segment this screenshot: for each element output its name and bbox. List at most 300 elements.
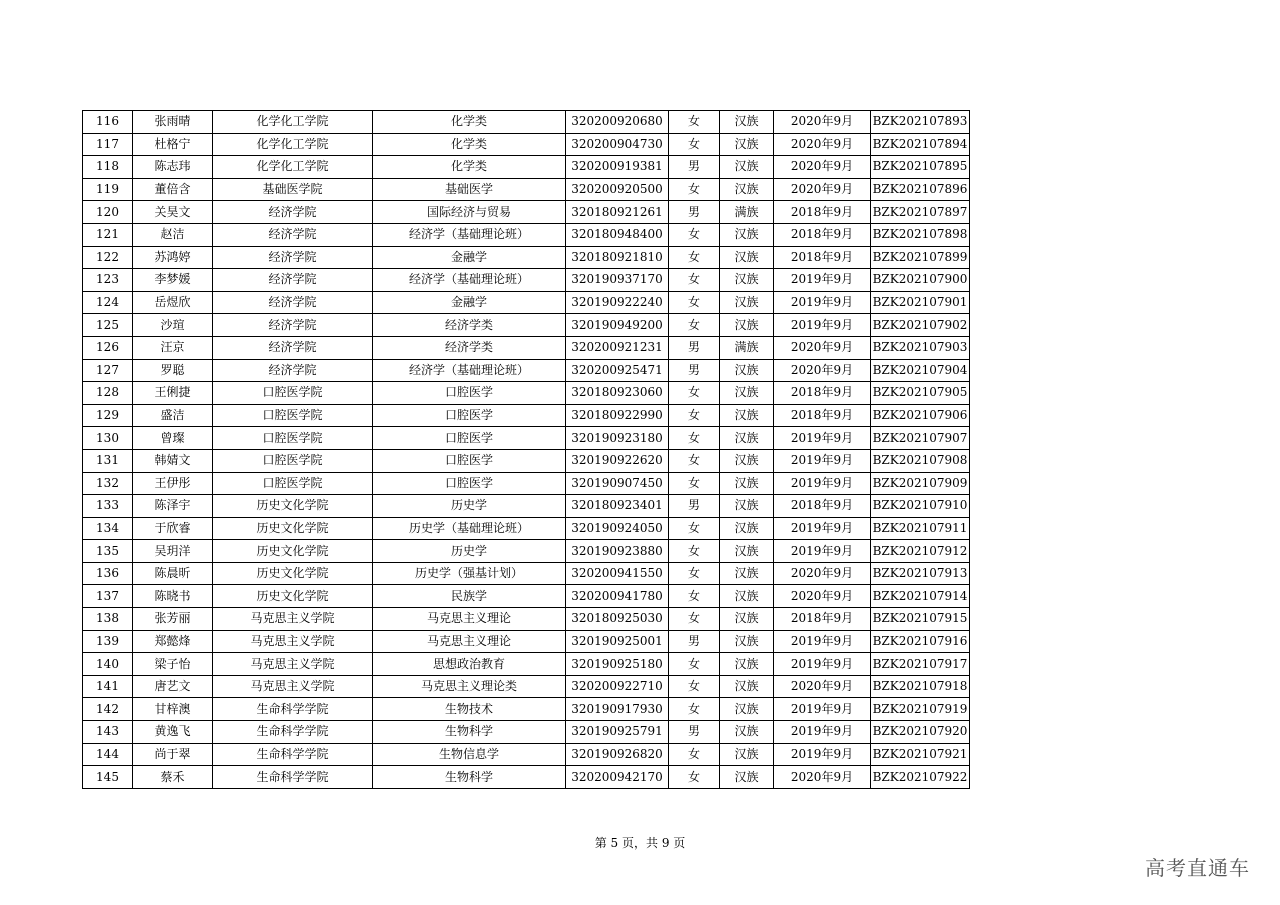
table-row bbox=[83, 223, 970, 246]
cell-enrollment: 2019年9月 bbox=[774, 653, 871, 676]
cell-enrollment: 2019年9月 bbox=[774, 540, 871, 563]
cell-name: 汪京 bbox=[133, 336, 213, 359]
cell-certificate-id: BZK202107912 bbox=[871, 540, 970, 563]
cell-certificate-id: BZK202107908 bbox=[871, 449, 970, 472]
cell-gender: 女 bbox=[669, 133, 720, 156]
cell-major: 马克思主义理论类 bbox=[373, 675, 566, 698]
cell-index: 144 bbox=[83, 743, 133, 766]
watermark-logo: 高考直通车 bbox=[1145, 856, 1250, 880]
table-row bbox=[83, 156, 970, 179]
cell-student-id: 320200922710 bbox=[566, 675, 669, 698]
cell-student-id: 320190923880 bbox=[566, 540, 669, 563]
cell-major: 金融学 bbox=[373, 246, 566, 269]
cell-enrollment: 2019年9月 bbox=[774, 743, 871, 766]
table-row bbox=[83, 269, 970, 292]
cell-certificate-id: BZK202107898 bbox=[871, 223, 970, 246]
table-row bbox=[83, 585, 970, 608]
cell-student-id: 320180925030 bbox=[566, 608, 669, 631]
cell-ethnicity: 汉族 bbox=[720, 223, 774, 246]
cell-gender: 女 bbox=[669, 698, 720, 721]
table-row bbox=[83, 517, 970, 540]
cell-name: 杜格宁 bbox=[133, 133, 213, 156]
cell-gender: 男 bbox=[669, 721, 720, 744]
cell-enrollment: 2019年9月 bbox=[774, 698, 871, 721]
table-row bbox=[83, 246, 970, 269]
cell-certificate-id: BZK202107903 bbox=[871, 336, 970, 359]
cell-major: 生物科学 bbox=[373, 721, 566, 744]
cell-gender: 女 bbox=[669, 449, 720, 472]
cell-student-id: 320190926820 bbox=[566, 743, 669, 766]
table-row bbox=[83, 562, 970, 585]
cell-certificate-id: BZK202107895 bbox=[871, 156, 970, 179]
cell-certificate-id: BZK202107907 bbox=[871, 427, 970, 450]
cell-college: 化学化工学院 bbox=[213, 133, 373, 156]
cell-certificate-id: BZK202107919 bbox=[871, 698, 970, 721]
cell-index: 135 bbox=[83, 540, 133, 563]
cell-student-id: 320190925791 bbox=[566, 721, 669, 744]
cell-name: 蔡禾 bbox=[133, 766, 213, 789]
cell-college: 口腔医学院 bbox=[213, 404, 373, 427]
table-row bbox=[83, 698, 970, 721]
cell-ethnicity: 满族 bbox=[720, 201, 774, 224]
cell-college: 化学化工学院 bbox=[213, 156, 373, 179]
cell-index: 118 bbox=[83, 156, 133, 179]
cell-ethnicity: 汉族 bbox=[720, 449, 774, 472]
cell-name: 沙瑄 bbox=[133, 314, 213, 337]
cell-major: 生物科学 bbox=[373, 766, 566, 789]
cell-student-id: 320190907450 bbox=[566, 472, 669, 495]
cell-enrollment: 2018年9月 bbox=[774, 382, 871, 405]
cell-enrollment: 2018年9月 bbox=[774, 404, 871, 427]
cell-college: 历史文化学院 bbox=[213, 562, 373, 585]
cell-ethnicity: 汉族 bbox=[720, 178, 774, 201]
cell-name: 罗聪 bbox=[133, 359, 213, 382]
cell-major: 思想政治教育 bbox=[373, 653, 566, 676]
cell-student-id: 320180923401 bbox=[566, 495, 669, 518]
cell-name: 郑懿烽 bbox=[133, 630, 213, 653]
cell-student-id: 320190917930 bbox=[566, 698, 669, 721]
cell-college: 马克思主义学院 bbox=[213, 608, 373, 631]
cell-certificate-id: BZK202107915 bbox=[871, 608, 970, 631]
cell-certificate-id: BZK202107918 bbox=[871, 675, 970, 698]
cell-student-id: 320180923060 bbox=[566, 382, 669, 405]
cell-index: 121 bbox=[83, 223, 133, 246]
cell-student-id: 320180948400 bbox=[566, 223, 669, 246]
cell-index: 124 bbox=[83, 291, 133, 314]
cell-enrollment: 2018年9月 bbox=[774, 608, 871, 631]
cell-college: 生命科学学院 bbox=[213, 721, 373, 744]
cell-student-id: 320200925471 bbox=[566, 359, 669, 382]
cell-gender: 女 bbox=[669, 608, 720, 631]
cell-college: 经济学院 bbox=[213, 201, 373, 224]
cell-major: 基础医学 bbox=[373, 178, 566, 201]
cell-index: 127 bbox=[83, 359, 133, 382]
cell-index: 142 bbox=[83, 698, 133, 721]
cell-student-id: 320200941780 bbox=[566, 585, 669, 608]
cell-certificate-id: BZK202107901 bbox=[871, 291, 970, 314]
cell-ethnicity: 汉族 bbox=[720, 246, 774, 269]
table-row bbox=[83, 336, 970, 359]
cell-major: 经济学（基础理论班） bbox=[373, 269, 566, 292]
cell-college: 马克思主义学院 bbox=[213, 653, 373, 676]
cell-ethnicity: 汉族 bbox=[720, 517, 774, 540]
cell-name: 张芳丽 bbox=[133, 608, 213, 631]
cell-college: 经济学院 bbox=[213, 336, 373, 359]
cell-name: 岳煜欣 bbox=[133, 291, 213, 314]
cell-certificate-id: BZK202107893 bbox=[871, 111, 970, 134]
cell-ethnicity: 汉族 bbox=[720, 630, 774, 653]
cell-student-id: 320190924050 bbox=[566, 517, 669, 540]
cell-ethnicity: 汉族 bbox=[720, 291, 774, 314]
cell-ethnicity: 汉族 bbox=[720, 562, 774, 585]
cell-enrollment: 2020年9月 bbox=[774, 133, 871, 156]
page-number: 第 5 页，共 9 页 bbox=[594, 836, 686, 850]
cell-gender: 男 bbox=[669, 359, 720, 382]
cell-name: 韩婧文 bbox=[133, 449, 213, 472]
cell-college: 经济学院 bbox=[213, 359, 373, 382]
cell-college: 生命科学学院 bbox=[213, 698, 373, 721]
cell-major: 经济学（基础理论班） bbox=[373, 223, 566, 246]
table-row bbox=[83, 653, 970, 676]
cell-index: 120 bbox=[83, 201, 133, 224]
cell-gender: 女 bbox=[669, 382, 720, 405]
cell-index: 136 bbox=[83, 562, 133, 585]
cell-college: 经济学院 bbox=[213, 246, 373, 269]
cell-enrollment: 2019年9月 bbox=[774, 314, 871, 337]
table-row bbox=[83, 743, 970, 766]
table-row bbox=[83, 359, 970, 382]
table-row bbox=[83, 449, 970, 472]
cell-name: 梁子怡 bbox=[133, 653, 213, 676]
cell-index: 131 bbox=[83, 449, 133, 472]
cell-college: 历史文化学院 bbox=[213, 517, 373, 540]
cell-major: 生物信息学 bbox=[373, 743, 566, 766]
cell-ethnicity: 汉族 bbox=[720, 495, 774, 518]
cell-college: 经济学院 bbox=[213, 223, 373, 246]
cell-enrollment: 2018年9月 bbox=[774, 495, 871, 518]
table-row bbox=[83, 111, 970, 134]
cell-index: 137 bbox=[83, 585, 133, 608]
cell-gender: 女 bbox=[669, 404, 720, 427]
cell-major: 生物技术 bbox=[373, 698, 566, 721]
cell-major: 经济学类 bbox=[373, 336, 566, 359]
cell-certificate-id: BZK202107921 bbox=[871, 743, 970, 766]
cell-gender: 女 bbox=[669, 314, 720, 337]
cell-gender: 男 bbox=[669, 201, 720, 224]
cell-index: 122 bbox=[83, 246, 133, 269]
cell-gender: 女 bbox=[669, 291, 720, 314]
table-row bbox=[83, 540, 970, 563]
cell-major: 历史学 bbox=[373, 540, 566, 563]
cell-enrollment: 2020年9月 bbox=[774, 336, 871, 359]
cell-gender: 男 bbox=[669, 336, 720, 359]
cell-index: 116 bbox=[83, 111, 133, 134]
cell-major: 历史学（基础理论班） bbox=[373, 517, 566, 540]
cell-student-id: 320190937170 bbox=[566, 269, 669, 292]
cell-student-id: 320190925180 bbox=[566, 653, 669, 676]
cell-gender: 女 bbox=[669, 585, 720, 608]
cell-enrollment: 2020年9月 bbox=[774, 675, 871, 698]
table-row bbox=[83, 291, 970, 314]
cell-enrollment: 2020年9月 bbox=[774, 766, 871, 789]
cell-enrollment: 2020年9月 bbox=[774, 111, 871, 134]
cell-ethnicity: 汉族 bbox=[720, 540, 774, 563]
cell-college: 经济学院 bbox=[213, 314, 373, 337]
cell-gender: 女 bbox=[669, 111, 720, 134]
cell-index: 129 bbox=[83, 404, 133, 427]
cell-certificate-id: BZK202107920 bbox=[871, 721, 970, 744]
cell-ethnicity: 汉族 bbox=[720, 156, 774, 179]
cell-ethnicity: 汉族 bbox=[720, 382, 774, 405]
cell-index: 126 bbox=[83, 336, 133, 359]
cell-certificate-id: BZK202107917 bbox=[871, 653, 970, 676]
cell-student-id: 320180921261 bbox=[566, 201, 669, 224]
cell-certificate-id: BZK202107922 bbox=[871, 766, 970, 789]
cell-enrollment: 2019年9月 bbox=[774, 449, 871, 472]
cell-student-id: 320190922620 bbox=[566, 449, 669, 472]
cell-ethnicity: 汉族 bbox=[720, 404, 774, 427]
cell-index: 138 bbox=[83, 608, 133, 631]
cell-ethnicity: 汉族 bbox=[720, 314, 774, 337]
cell-enrollment: 2020年9月 bbox=[774, 562, 871, 585]
cell-major: 历史学 bbox=[373, 495, 566, 518]
table-row bbox=[83, 608, 970, 631]
cell-major: 经济学（基础理论班） bbox=[373, 359, 566, 382]
cell-name: 苏鸿婷 bbox=[133, 246, 213, 269]
cell-enrollment: 2019年9月 bbox=[774, 517, 871, 540]
cell-major: 国际经济与贸易 bbox=[373, 201, 566, 224]
cell-gender: 女 bbox=[669, 269, 720, 292]
cell-index: 141 bbox=[83, 675, 133, 698]
cell-ethnicity: 汉族 bbox=[720, 721, 774, 744]
cell-gender: 女 bbox=[669, 223, 720, 246]
cell-index: 145 bbox=[83, 766, 133, 789]
cell-index: 139 bbox=[83, 630, 133, 653]
cell-student-id: 320200904730 bbox=[566, 133, 669, 156]
table-row bbox=[83, 314, 970, 337]
cell-major: 金融学 bbox=[373, 291, 566, 314]
cell-name: 张雨晴 bbox=[133, 111, 213, 134]
cell-gender: 女 bbox=[669, 743, 720, 766]
cell-student-id: 320200921231 bbox=[566, 336, 669, 359]
cell-college: 马克思主义学院 bbox=[213, 630, 373, 653]
student-table-container bbox=[82, 110, 970, 789]
cell-certificate-id: BZK202107911 bbox=[871, 517, 970, 540]
table-row bbox=[83, 766, 970, 789]
cell-enrollment: 2019年9月 bbox=[774, 472, 871, 495]
cell-ethnicity: 汉族 bbox=[720, 608, 774, 631]
cell-major: 化学类 bbox=[373, 156, 566, 179]
cell-name: 陈泽宇 bbox=[133, 495, 213, 518]
cell-gender: 女 bbox=[669, 653, 720, 676]
cell-student-id: 320200920680 bbox=[566, 111, 669, 134]
cell-ethnicity: 汉族 bbox=[720, 653, 774, 676]
cell-gender: 女 bbox=[669, 675, 720, 698]
cell-index: 119 bbox=[83, 178, 133, 201]
cell-enrollment: 2020年9月 bbox=[774, 178, 871, 201]
cell-gender: 男 bbox=[669, 630, 720, 653]
cell-college: 历史文化学院 bbox=[213, 585, 373, 608]
cell-college: 口腔医学院 bbox=[213, 472, 373, 495]
cell-ethnicity: 汉族 bbox=[720, 698, 774, 721]
cell-name: 甘梓澳 bbox=[133, 698, 213, 721]
cell-gender: 女 bbox=[669, 472, 720, 495]
cell-major: 历史学（强基计划） bbox=[373, 562, 566, 585]
cell-student-id: 320180921810 bbox=[566, 246, 669, 269]
cell-college: 基础医学院 bbox=[213, 178, 373, 201]
cell-index: 125 bbox=[83, 314, 133, 337]
cell-certificate-id: BZK202107899 bbox=[871, 246, 970, 269]
cell-gender: 女 bbox=[669, 517, 720, 540]
cell-student-id: 320180922990 bbox=[566, 404, 669, 427]
table-body bbox=[83, 111, 970, 789]
cell-enrollment: 2019年9月 bbox=[774, 269, 871, 292]
table-row bbox=[83, 178, 970, 201]
cell-certificate-id: BZK202107909 bbox=[871, 472, 970, 495]
cell-index: 117 bbox=[83, 133, 133, 156]
cell-name: 王伊彤 bbox=[133, 472, 213, 495]
cell-name: 陈晓书 bbox=[133, 585, 213, 608]
cell-ethnicity: 汉族 bbox=[720, 133, 774, 156]
table-row bbox=[83, 382, 970, 405]
cell-name: 陈晨昕 bbox=[133, 562, 213, 585]
cell-ethnicity: 汉族 bbox=[720, 269, 774, 292]
cell-name: 李梦媛 bbox=[133, 269, 213, 292]
cell-college: 经济学院 bbox=[213, 269, 373, 292]
cell-certificate-id: BZK202107897 bbox=[871, 201, 970, 224]
cell-name: 黄逸飞 bbox=[133, 721, 213, 744]
cell-ethnicity: 汉族 bbox=[720, 111, 774, 134]
cell-certificate-id: BZK202107904 bbox=[871, 359, 970, 382]
cell-college: 口腔医学院 bbox=[213, 427, 373, 450]
cell-certificate-id: BZK202107894 bbox=[871, 133, 970, 156]
cell-name: 王俐捷 bbox=[133, 382, 213, 405]
cell-major: 马克思主义理论 bbox=[373, 630, 566, 653]
cell-major: 化学类 bbox=[373, 133, 566, 156]
cell-ethnicity: 汉族 bbox=[720, 359, 774, 382]
cell-index: 140 bbox=[83, 653, 133, 676]
cell-certificate-id: BZK202107896 bbox=[871, 178, 970, 201]
table-row bbox=[83, 675, 970, 698]
cell-certificate-id: BZK202107900 bbox=[871, 269, 970, 292]
cell-ethnicity: 汉族 bbox=[720, 766, 774, 789]
table-row bbox=[83, 133, 970, 156]
cell-gender: 女 bbox=[669, 178, 720, 201]
cell-major: 民族学 bbox=[373, 585, 566, 608]
cell-enrollment: 2018年9月 bbox=[774, 246, 871, 269]
cell-major: 口腔医学 bbox=[373, 404, 566, 427]
cell-student-id: 320200941550 bbox=[566, 562, 669, 585]
cell-gender: 女 bbox=[669, 246, 720, 269]
cell-college: 口腔医学院 bbox=[213, 449, 373, 472]
cell-enrollment: 2019年9月 bbox=[774, 721, 871, 744]
cell-college: 生命科学学院 bbox=[213, 766, 373, 789]
table-row bbox=[83, 472, 970, 495]
cell-student-id: 320190949200 bbox=[566, 314, 669, 337]
cell-certificate-id: BZK202107914 bbox=[871, 585, 970, 608]
cell-index: 128 bbox=[83, 382, 133, 405]
table-row bbox=[83, 495, 970, 518]
cell-college: 历史文化学院 bbox=[213, 540, 373, 563]
cell-major: 口腔医学 bbox=[373, 382, 566, 405]
table-row bbox=[83, 630, 970, 653]
cell-ethnicity: 满族 bbox=[720, 336, 774, 359]
cell-enrollment: 2020年9月 bbox=[774, 156, 871, 179]
cell-name: 董倍含 bbox=[133, 178, 213, 201]
cell-certificate-id: BZK202107905 bbox=[871, 382, 970, 405]
cell-college: 经济学院 bbox=[213, 291, 373, 314]
cell-major: 口腔医学 bbox=[373, 427, 566, 450]
cell-certificate-id: BZK202107906 bbox=[871, 404, 970, 427]
cell-name: 唐艺文 bbox=[133, 675, 213, 698]
cell-certificate-id: BZK202107916 bbox=[871, 630, 970, 653]
cell-certificate-id: BZK202107913 bbox=[871, 562, 970, 585]
cell-major: 口腔医学 bbox=[373, 472, 566, 495]
cell-student-id: 320190923180 bbox=[566, 427, 669, 450]
cell-enrollment: 2019年9月 bbox=[774, 427, 871, 450]
cell-index: 130 bbox=[83, 427, 133, 450]
cell-student-id: 320200942170 bbox=[566, 766, 669, 789]
cell-name: 曾璨 bbox=[133, 427, 213, 450]
cell-college: 历史文化学院 bbox=[213, 495, 373, 518]
cell-enrollment: 2019年9月 bbox=[774, 630, 871, 653]
cell-college: 化学化工学院 bbox=[213, 111, 373, 134]
cell-major: 马克思主义理论 bbox=[373, 608, 566, 631]
table-row bbox=[83, 721, 970, 744]
table-row bbox=[83, 404, 970, 427]
cell-name: 关昊文 bbox=[133, 201, 213, 224]
cell-enrollment: 2020年9月 bbox=[774, 585, 871, 608]
cell-index: 132 bbox=[83, 472, 133, 495]
cell-name: 于欣睿 bbox=[133, 517, 213, 540]
cell-ethnicity: 汉族 bbox=[720, 743, 774, 766]
cell-name: 赵洁 bbox=[133, 223, 213, 246]
cell-gender: 男 bbox=[669, 495, 720, 518]
cell-college: 马克思主义学院 bbox=[213, 675, 373, 698]
cell-enrollment: 2018年9月 bbox=[774, 223, 871, 246]
student-table bbox=[82, 110, 970, 789]
cell-certificate-id: BZK202107902 bbox=[871, 314, 970, 337]
cell-index: 143 bbox=[83, 721, 133, 744]
cell-college: 口腔医学院 bbox=[213, 382, 373, 405]
cell-gender: 女 bbox=[669, 562, 720, 585]
cell-ethnicity: 汉族 bbox=[720, 585, 774, 608]
cell-student-id: 320190922240 bbox=[566, 291, 669, 314]
cell-certificate-id: BZK202107910 bbox=[871, 495, 970, 518]
cell-name: 尚于翠 bbox=[133, 743, 213, 766]
cell-college: 生命科学学院 bbox=[213, 743, 373, 766]
cell-major: 口腔医学 bbox=[373, 449, 566, 472]
cell-ethnicity: 汉族 bbox=[720, 675, 774, 698]
cell-index: 133 bbox=[83, 495, 133, 518]
cell-name: 陈志玮 bbox=[133, 156, 213, 179]
cell-name: 盛洁 bbox=[133, 404, 213, 427]
cell-name: 吴玥洋 bbox=[133, 540, 213, 563]
table-row bbox=[83, 427, 970, 450]
cell-major: 化学类 bbox=[373, 111, 566, 134]
cell-ethnicity: 汉族 bbox=[720, 472, 774, 495]
cell-enrollment: 2018年9月 bbox=[774, 201, 871, 224]
cell-index: 123 bbox=[83, 269, 133, 292]
cell-enrollment: 2020年9月 bbox=[774, 359, 871, 382]
cell-enrollment: 2019年9月 bbox=[774, 291, 871, 314]
cell-index: 134 bbox=[83, 517, 133, 540]
cell-ethnicity: 汉族 bbox=[720, 427, 774, 450]
cell-student-id: 320200919381 bbox=[566, 156, 669, 179]
table-row bbox=[83, 201, 970, 224]
cell-student-id: 320190925001 bbox=[566, 630, 669, 653]
cell-student-id: 320200920500 bbox=[566, 178, 669, 201]
